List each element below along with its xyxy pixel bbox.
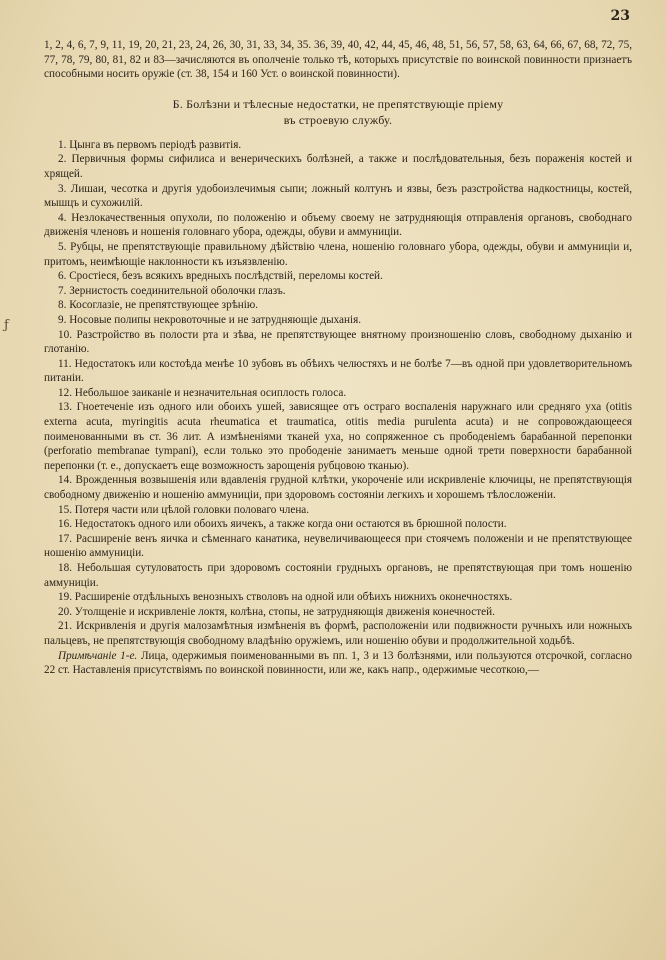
top-paragraph: 1, 2, 4, 6, 7, 9, 11, 19, 20, 21, 23, 24, 26, 30, 31, 33, 34, 35. 36, 39, 40, 42, 44, 45, 46, 48, 51, 56, 57, 58, 63, 64, 66, 67, 68, 72, 75, 77, 78, 79, 80, 81, 82 и 83—зачисляются въ ополченіе только тѣ, которыхъ присутствіе по воинской повинности признаетъ способными носить оружіе (ст. 38, 154 и 160 Уст. о воинской повинности). [44, 39, 632, 81]
list-item: 21. Искривленія и другія малозамѣтныя измѣненія въ формѣ, расположеніи или подвижности ручныхъ или ножныхъ пальцевъ, не препятствующія свободному владѣнію оружіемъ, или ношенію обуви и продолжительной ходьбѣ. [44, 620, 632, 647]
margin-mark: ƒ [4, 318, 9, 333]
list-item: 11. Недостатокъ или костоѣда менѣе 10 зубовъ въ обѣихъ челюстяхъ и не болѣе 7—въ одной при удовлетворительномъ питаніи. [44, 357, 632, 385]
note-paragraph [44, 649, 632, 678]
list-item: 17. Расширеніе венъ яичка и сѣменнаго канатика, неувеличивающееся при стоячемъ положеніи и не препятствующее ношенію аммуниціи. [44, 532, 632, 560]
note-text: Лица, одержимыя поименованными въ пп. 1, 3 и 13 болѣзнями, или пользуются отсрочкой, согласно 22 ст. Наставленія присутствіямъ по воинской повинности, или же, какъ напр., одержимые чесоткою,— [44, 649, 632, 677]
list-item: 2. Первичныя формы сифилиса и венерическихъ болѣзней, а также и послѣдовательныя, безъ пораженія костей и хрящей. [44, 153, 632, 180]
list-item: 12. Небольшое заиканіе и незначительная осиплость голоса. [58, 386, 347, 399]
items-list [44, 138, 632, 649]
page-number: 23 [610, 8, 630, 24]
list-item: 4. Незлокачественныя опухоли, по положенію и объему своему не затрудняющія отправленія органовъ, свободнаго движенія членовъ и ношенія головнаго убора, одежды, обуви и аммуниціи. [44, 211, 632, 239]
list-item: 1. Цынга въ первомъ періодѣ развитія. [58, 138, 242, 151]
list-item: 14. Врожденныя возвышенія или вдавленія грудной клѣтки, укороченіе или искривленіе ключицы, не препятствующія свободному движенію и ношенію аммуниціи, при здоровомъ состояніи легкихъ и хорошемъ тѣлосложеніи. [44, 474, 632, 502]
section-heading-line2: въ строевую службу. [283, 112, 393, 127]
list-item: 5. Рубцы, не препятствующіе правильному дѣйствію члена, ношенію головнаго убора, одежды, обуви и аммуниціи и, притомъ, неимѣющіе наклонности къ изъязвленію. [44, 240, 632, 268]
list-item: 13. Гноетеченіе изъ одного или обоихъ ушей, зависящее отъ остраго воспаленія наружнаго или средняго уха (otitis externa acuta, myringitis acuta rheumatica et traumatica, otitis media purulenta acuta) и не сопровождающееся поименованными въ ст. 36 лит. А измѣненіями тканей уха, но сопряженное съ прободеніемъ барабанной перепонки (perforatio membranae tympani), если только это прободеніе занимаетъ меньше одной трети поверхности барабанной перепонки (т. е., допускаетъ еще возможность зарощенія рубцовою тканью). [44, 401, 632, 472]
list-item: 8. Косоглазіе, не препятствующее зрѣнію. [58, 299, 259, 312]
list-item: 19. Расширеніе отдѣльныхъ венозныхъ стволовъ на одной или обѣихъ нижнихъ оконечностяхъ. [58, 591, 513, 604]
list-item: 10. Разстройство въ полости рта и зѣва, не препятствующее внятному произношенію словъ, свободному дыханію и глотанію. [44, 328, 632, 356]
list-item: 6. Сростіеся, безъ всякихъ вредныхъ послѣдствій, переломы костей. [58, 270, 383, 283]
list-item: 7. Зернистость соединительной оболочки глазъ. [58, 284, 286, 297]
list-item: 18. Небольшая сутуловатость при здоровомъ состояніи грудныхъ органовъ, не препятствующая при томъ ношенію аммуниціи. [44, 562, 632, 589]
list-item: 3. Лишаи, чесотка и другія удобоизлечимыя сыпи; ложный колтунъ и язвы, безъ разстройства надкостницы, костей, мышцъ и сухожилій. [44, 182, 632, 210]
note-label: Примѣчаніе 1-е. [58, 649, 138, 662]
list-item: 16. Недостатокъ одного или обоихъ яичекъ, а также когда они остаются въ брюшной полости. [58, 518, 507, 531]
list-item: 15. Потеря части или цѣлой головки половаго члена. [58, 503, 310, 516]
list-item: 9. Носовые полипы некровоточные и не затрудняющіе дыханія. [58, 313, 362, 326]
section-heading [44, 96, 632, 128]
section-heading-line1: Б. Болѣзни и тѣлесные недостатки, не препятствующіе пріему [172, 96, 504, 111]
list-item: 20. Утолщеніе и искривленіе локтя, колѣна, стопы, не затрудняющія движенія конечностей. [58, 605, 495, 618]
